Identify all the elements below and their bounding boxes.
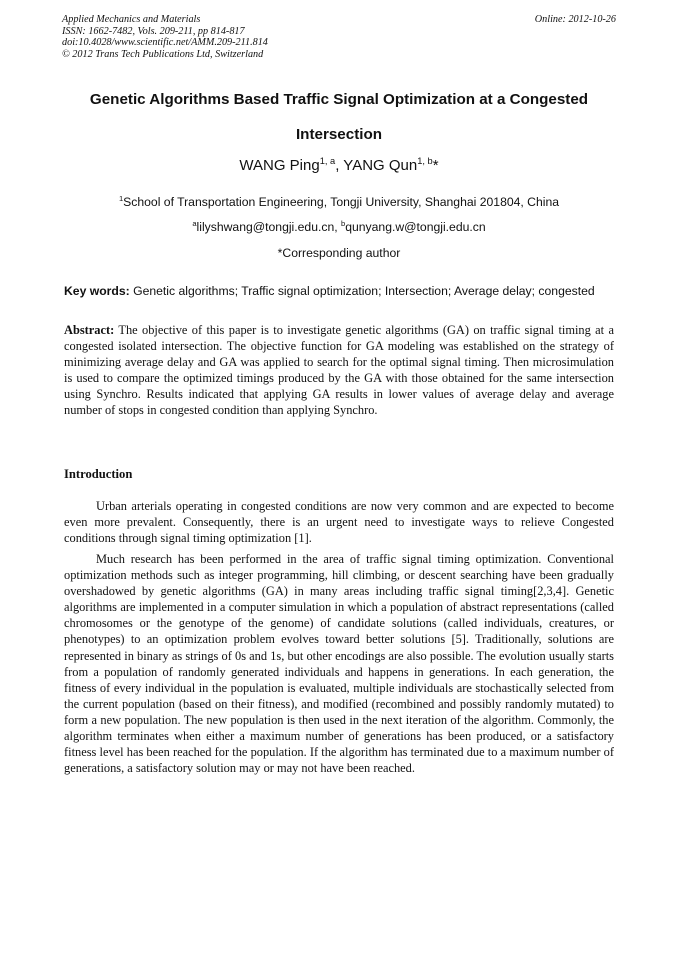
journal-header xyxy=(62,14,616,60)
introduction-heading: Introduction xyxy=(64,467,133,481)
corresponding-mark: * xyxy=(432,157,439,174)
paper-title-line-1: Genetic Algorithms Based Traffic Signal Optimization at a Congested xyxy=(89,91,589,108)
email-line xyxy=(40,220,638,234)
author-1-name: WANG Ping xyxy=(239,157,320,174)
keywords-label: Key words: xyxy=(64,284,130,298)
keywords xyxy=(64,284,624,298)
author-separator: , xyxy=(335,157,344,174)
email-a: lilyshwang@tongji.edu.cn, xyxy=(196,220,342,234)
issn-line: ISSN: 1662-7482, Vols. 209-211, pp 814-817 xyxy=(62,25,245,37)
email-b: qunyang.w@tongji.edu.cn xyxy=(345,220,486,234)
abstract-label: Abstract: xyxy=(64,323,115,337)
copyright-line: © 2012 Trans Tech Publications Ltd, Switzerland xyxy=(62,48,264,60)
affiliation xyxy=(40,195,638,209)
author-2-sup: 1, b xyxy=(417,156,433,166)
author-1-sup: 1, a xyxy=(319,156,336,166)
online-date: Online: 2012-10-26 xyxy=(534,14,616,25)
introduction-paragraph-1: Urban arterials operating in congested conditions are now very common and are expected to become even more prevalent. Consequently, there is an urgent need to investigate ways to relieve Congested conditions through signal timing optimization [1]. xyxy=(64,499,614,546)
abstract-text: The objective of this paper is to investigate genetic algorithms (GA) on traffic signal timing at a congested isolated intersection. The objective function for GA modeling was established on the strategy of minimizing average delay and GA was applied to search for the optimal signal timing. Then microsimulation is used to compare the optimized timings produced by the GA with those obtained for the same intersection using Synchro. Results indicated that applying GA results in lower values of average delay and average number of stops in congested condition than applying Synchro. xyxy=(64,323,614,418)
corresponding-author-note: *Corresponding author xyxy=(277,246,401,260)
doi-line: doi:10.4028/www.scientific.net/AMM.209-211.814 xyxy=(62,37,268,48)
abstract xyxy=(64,322,614,419)
journal-name: Applied Mechanics and Materials xyxy=(62,14,201,25)
paper-title-line-2: Intersection xyxy=(295,126,383,143)
introduction-paragraph-2: Much research has been performed in the area of traffic signal timing optimization. Conventional optimization methods such as integer programming, hill climbing, or descent searching have been gradually overshadowed by genetic algorithms (GA) in many areas including traffic signal timing[2,3,4]. Genetic algorithms are implemented in a computer simulation in which a population of abstract representations (called chromosomes or the genotype of the genome) of candidate solutions (called individuals, creatures, or phenotypes) to an optimization problem evolves toward better solutions [5]. Traditionally, solutions are represented in binary as strings of 0s and 1s, but other encodings are also possible. The evolution usually starts from a population of randomly generated individuals and happens in generations. In each generation, the fitness of every individual in the population is evaluated, multiple individuals are stochastically selected from the current population (based on their fitness), and modified (recombined and possibly randomly mutated) to form a new population. The new population is then used in the next iteration of the algorithm. Commonly, the algorithm terminates when either a maximum number of generations has been produced, or a satisfactory fitness level has been reached for the population. If the algorithm has terminated due to a maximum number of generations, a satisfactory solution may or may not have been reached. xyxy=(64,552,614,776)
email-a-sup: a xyxy=(192,218,197,228)
keywords-text: Genetic algorithms; Traffic signal optimization; Intersection; Average delay; congested xyxy=(129,284,595,298)
affiliation-sup: 1 xyxy=(118,193,124,203)
email-b-sup: b xyxy=(341,218,346,228)
author-2-name: YANG Qun xyxy=(343,157,418,174)
affiliation-text: School of Transportation Engineering, Tongji University, Shanghai 201804, China xyxy=(123,195,560,209)
author-line xyxy=(40,157,638,174)
